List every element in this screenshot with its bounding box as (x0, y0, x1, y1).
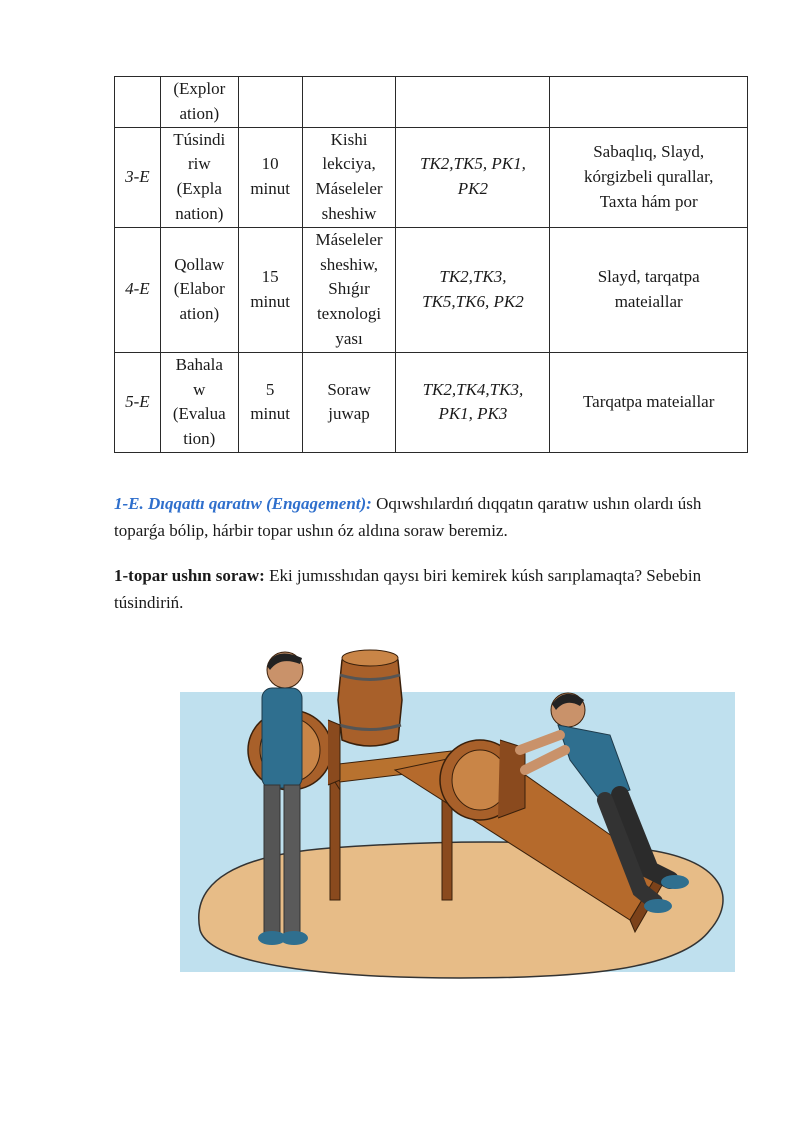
method-line: sheshiw (321, 203, 377, 223)
method-line: juwap (328, 404, 370, 424)
stage-cell: 4-E (115, 227, 161, 352)
stage-name-line: ation) (179, 304, 220, 324)
question-text: Eki jumısshıdan qaysı biri kemirek kúsh sarıplamaqta? Sebebin túsindiriń. (114, 566, 702, 612)
time-cell (238, 77, 302, 128)
upright-barrel (338, 650, 402, 746)
method-line: Máseleler (315, 229, 383, 249)
stage-name-line: (Elabor (173, 279, 225, 299)
stage-name-line: w (193, 379, 206, 399)
time-line: 15 (261, 266, 279, 286)
engagement-text: Oqıwshılardıń dıqqatın qaratıw ushın olardı úsh toparǵa bólip, hárbir topar ushın óz aldına soraw beremiz. (114, 494, 702, 540)
time-line: 10 (261, 154, 279, 174)
tk-cell: TK2,TK5, PK1, PK2 (396, 127, 550, 227)
method-cell (302, 127, 396, 227)
time-cell (238, 127, 302, 227)
method-line: sheshiw, (320, 254, 379, 274)
stage-cell (115, 77, 161, 128)
stage-name-cell (160, 127, 238, 227)
time-cell (238, 352, 302, 452)
time-line: 5 (265, 379, 275, 399)
method-line: Soraw (327, 379, 371, 399)
table-row (115, 127, 748, 227)
stage-name-line: ation) (179, 103, 220, 123)
tools-cell (550, 77, 748, 128)
method-cell (302, 227, 396, 352)
method-line: Kishi (330, 129, 368, 149)
stage-name-line: (Explor (173, 79, 226, 98)
time-cell (238, 227, 302, 352)
stage-name-cell (160, 227, 238, 352)
engagement-paragraph (114, 490, 748, 544)
question-paragraph (114, 562, 748, 616)
barrel-ramp-illustration (180, 640, 740, 980)
stage-name-line: riw (187, 154, 211, 174)
stage-name-line: Qollaw (174, 254, 225, 274)
time-line: minut (250, 179, 290, 199)
stage-name-line: Túsindi (173, 129, 226, 149)
tools-cell: Slayd, tarqatpa mateiallar (550, 227, 748, 352)
table-row (115, 77, 748, 128)
stage-name-cell (160, 77, 238, 128)
method-cell (302, 77, 396, 128)
tools-cell: Tarqatpa mateiallar (550, 352, 748, 452)
table-row (115, 227, 748, 352)
lesson-plan-table (114, 76, 748, 453)
method-line: Shıǵır (328, 279, 370, 299)
time-line: minut (250, 291, 290, 311)
tk-cell (396, 77, 550, 128)
method-line: Máseleler (315, 179, 383, 199)
stage-name-line: (Evalua (172, 404, 226, 424)
stage-name-line: (Expla (176, 179, 222, 199)
time-line: minut (250, 404, 290, 424)
engagement-heading: 1-E. Dıqqattı qaratıw (Engagement): (114, 494, 372, 513)
method-cell (302, 352, 396, 452)
stage-name-line: Bahala (175, 354, 223, 374)
tk-cell: TK2,TK3, TK5,TK6, PK2 (396, 227, 550, 352)
stage-name-line: tion) (183, 429, 216, 449)
table-row (115, 352, 748, 452)
stage-name-line: nation) (175, 203, 224, 223)
stage-cell: 5-E (115, 352, 161, 452)
stage-cell: 3-E (115, 127, 161, 227)
rolling-barrel (440, 740, 525, 820)
method-line: texnologi (316, 304, 382, 324)
tk-cell: TK2,TK4,TK3, PK1, PK3 (396, 352, 550, 452)
method-line: yası (335, 328, 363, 348)
stage-name-cell (160, 352, 238, 452)
tools-cell: Sabaqlıq, Slayd, kórgizbeli qurallar, Taxta hám por (550, 127, 748, 227)
question-label: 1-topar ushın soraw: (114, 566, 265, 585)
method-line: lekciya, (322, 154, 376, 174)
